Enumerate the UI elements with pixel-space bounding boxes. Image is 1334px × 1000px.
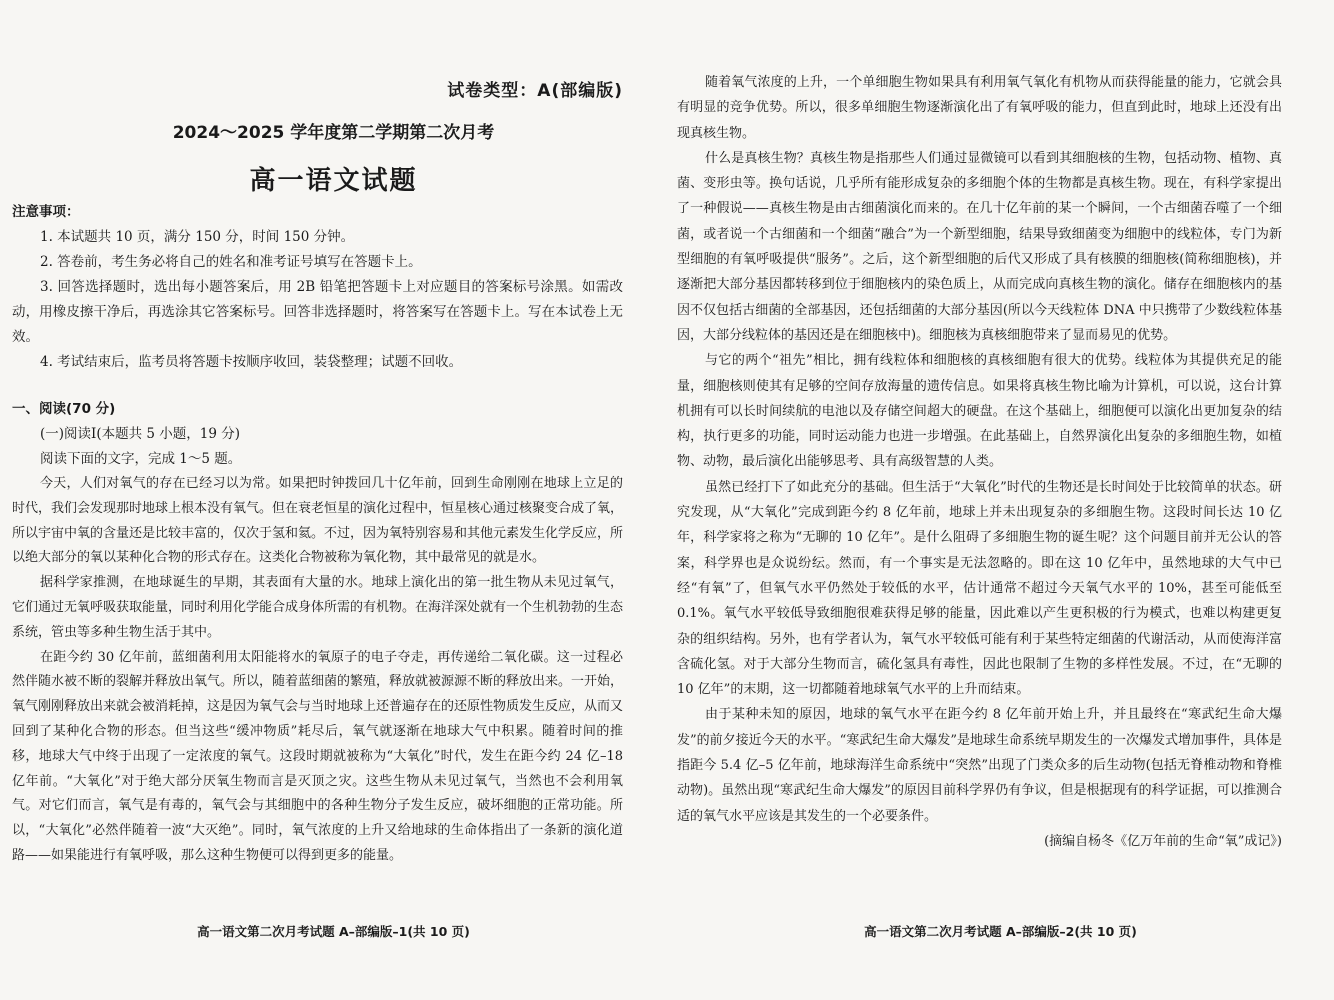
exam-year-heading: 2024～2025 学年度第二学期第二次月考: [172, 123, 495, 143]
section-heading: 一、阅读(70 分): [12, 401, 116, 417]
passage-left: [12, 472, 623, 869]
passage-paragraph: 随着氧气浓度的上升，一个单细胞生物如果具有利用氧气氧化有机物从而获得能量的能力，它就会具有明显的竞争优势。所以，很多单细胞生物逐渐演化出了有氧呼吸的能力，但直到此时，地球上还没有出现真核生物。: [677, 75, 1282, 141]
sub-heading: (一)阅读Ⅰ(本题共 5 小题，19 分): [40, 426, 241, 442]
passage-paragraph: 什么是真核生物？真核生物是指那些人们通过显微镜可以看到其细胞核的生物，包括动物、植物、真菌、变形虫等。换句话说，几乎所有能形成复杂的多细胞个体的生物都是真核生物。现在，有科学家提出了一种假说——真核生物是由古细菌演化而来的。在几十亿年前的某一个瞬间，一个古细菌吞噬了一个细菌，或者说一个古细菌和一个细菌“融合”为一个新型细胞，结果导致细菌变为细胞中的线粒体，专门为新型细胞的有氧呼吸提供“服务”。之后，这个新型细胞的后代又形成了具有核膜的细胞核(简称细胞核)，并逐渐把大部分基因都转移到位于细胞核内的染色质上，从而完成向真核生物的演化。储存在细胞核内的基因不仅包括古细菌的全部基因，还包括细菌的大部分基因(所以今天线粒体 DNA 中只携带了少数线粒体基因，大部分线粒体的基因还是在细胞核中)。细胞核为真核细胞带来了显而易见的优势。: [677, 150, 1282, 343]
notice-item: 1. 本试题共 10 页，满分 150 分，时间 150 分钟。: [40, 229, 355, 245]
notice-section: [12, 200, 623, 375]
right-page: [667, 0, 1334, 1000]
notice-item: 2. 答卷前，考生务必将自己的姓名和准考证号填写在答题卡上。: [40, 254, 422, 270]
notice-item: 3. 回答选择题时，选出每小题答案后，用 2B 铅笔把答题卡上对应题目的答案标号涂黑。如需改动，用橡皮擦干净后，再选涂其它答案标号。回答非选择题时，将答案写在答题卡上。写在本试卷上无效。: [12, 279, 623, 345]
passage-paragraph: 在距今约 30 亿年前，蓝细菌利用太阳能将水的氧原子的电子夺走，再传递给二氧化碳。这一过程必然伴随水被不断的裂解并释放出氧气。所以，随着蓝细菌的繁殖，释放就被源源不断的释放出来。一开始，氧气刚刚释放出来就会被消耗掉，这是因为氧气会与当时地球上还普遍存在的还原性物质发生反应，从而又回到了某种化合物的形态。但当这些“缓冲物质”耗尽后，氧气就逐渐在地球大气中积累。随着时间的推移，地球大气中终于出现了一定浓度的氧气。这段时期就被称为“大氧化”时代，发生在距今约 24 亿–18 亿年前。“大氧化”对于绝大部分厌氧生物而言是灭顶之灾。这些生物从未见过氧气，当然也不会利用氧气。对它们而言，氧气是有毒的，氧气会与其细胞中的各种生物分子发生反应，破坏细胞的正常功能。所以，“大氧化”必然伴随着一波“大灭绝”。同时，氧气浓度的上升又给地球的生命体指出了一条新的演化道路——如果能进行有氧呼吸，那么这种生物便可以得到更多的能量。: [12, 649, 624, 863]
reading-section: [12, 397, 623, 869]
page-footer-left: 高一语文第二次月考试题 A–部编版–1(共 10 页): [197, 924, 470, 939]
passage-source: (摘编自杨冬《亿万年前的生命“氧”成记》): [1044, 833, 1282, 849]
passage-paragraph: 由于某种未知的原因，地球的氧气水平在距今约 8 亿年前开始上升，并且最终在“寒武纪生命大爆发”的前夕接近今天的水平。“寒武纪生命大爆发”是地球生命系统早期发生的一次爆发式增加事件，具体是指距今 5.4 亿–5 亿年前，地球海洋生命系统中“突然”出现了门类众多的后生动物(包括无脊椎动物和脊椎动物)。虽然出现“寒武纪生命大爆发”的原因目前科学界仍有争议，但是根据现有的科学证据，可以推测合适的氧气水平应该是其发生的一个必要条件。: [677, 707, 1282, 824]
passage-right: [677, 70, 1282, 854]
passage-paragraph: 与它的两个“祖先”相比，拥有线粒体和细胞核的真核细胞有很大的优势。线粒体为其提供充足的能量，细胞核则使其有足够的空间存放海量的遗传信息。如果将真核生物比喻为计算机，可以说，这台计算机拥有可以长时间续航的电池以及存储空间超大的硬盘。在这个基础上，细胞便可以演化出更加复杂的结构，执行更多的功能，同时运动能力也进一步增强。在此基础上，自然界演化出复杂的多细胞生物，如植物、动物，最后演化出能够思考、具有高级智慧的人类。: [677, 353, 1282, 470]
exam-title: 高一语文试题: [249, 166, 418, 196]
notice-item: 4. 考试结束后，监考员将答题卡按顺序收回，装袋整理；试题不回收。: [40, 354, 463, 370]
exam-type: 试卷类型：A(部编版): [447, 81, 623, 101]
page-footer-right: 高一语文第二次月考试题 A–部编版–2(共 10 页): [864, 924, 1137, 939]
instruction: 阅读下面的文字，完成 1～5 题。: [40, 451, 242, 467]
passage-paragraph: 今天，人们对氧气的存在已经习以为常。如果把时钟拨回几十亿年前，回到生命刚刚在地球上立足的时代，我们会发现那时地球上根本没有氧气。但在衰老恒星的演化过程中，恒星核心通过核聚变合成了氧，所以宇宙中氧的含量还是比较丰富的，仅次于氢和氦。不过，因为氧特别容易和其他元素发生化学反应，所以绝大部分的氧以某种化合物的形式存在。这类化合物被称为氧化物，其中最常见的就是水。: [12, 476, 624, 566]
passage-paragraph: 虽然已经打下了如此充分的基础。但生活于“大氧化”时代的生物还是长时间处于比较简单的状态。研究发现，从“大氧化”完成到距今约 8 亿年前，地球上并未出现复杂的多细胞生物。这段时间长达 10 亿年，科学家将之称为“无聊的 10 亿年”。是什么阻碍了多细胞生物的诞生呢？这个问题目前并无公认的答案，科学界也是众说纷纭。然而，有一个事实是无法忽略的。即在这 10 亿年中，虽然地球的大气中已经“有氧”了，但氧气水平仍然处于较低的水平，估计通常不超过今天氧气水平的 10%，甚至可能低至 0.1%。氧气水平较低导致细胞很难获得足够的能量，因此难以产生更积极的行为模式，也难以构建更复杂的组织结构。另外，也有学者认为，氧气水平较低可能有利于某些特定细菌的代谢活动，从而使海洋富含硫化氢。对于大部分生物而言，硫化氢具有毒性，因此也限制了生物的多样性发展。不过，在“无聊的 10 亿年”的末期，这一切都随着地球氧气水平的上升而结束。: [677, 479, 1282, 698]
notice-heading: 注意事项：: [12, 204, 80, 220]
passage-paragraph: 据科学家推测，在地球诞生的早期，其表面有大量的水。地球上演化出的第一批生物从未见过氧气，它们通过无氧呼吸获取能量，同时利用化学能合成身体所需的有机物。在海洋深处就有一个生机勃勃的生态系统，管虫等多种生物生活于其中。: [12, 575, 624, 640]
